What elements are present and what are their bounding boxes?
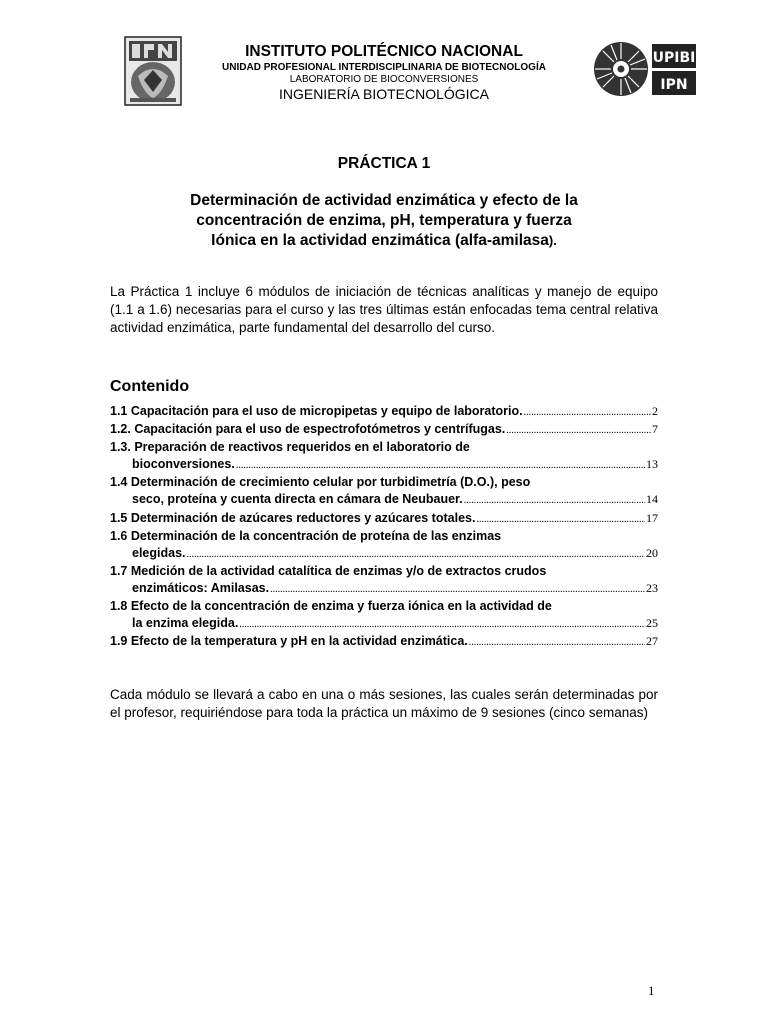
toc-line bbox=[110, 528, 658, 545]
toc-entry-title: 1.2. Capacitación para el uso de espectrofotómetros y centrífugas. bbox=[110, 422, 506, 437]
toc-page-number: 14 bbox=[646, 492, 658, 507]
toc-dot-leader bbox=[506, 422, 651, 439]
ipn-logo-icon bbox=[124, 36, 182, 106]
toc-line bbox=[110, 421, 658, 439]
toc-entry bbox=[110, 528, 658, 563]
toc-entry-title-cont: seco, proteína y cuenta directa en cámara de Neubauer. bbox=[132, 492, 463, 507]
toc-entry bbox=[110, 598, 658, 633]
toc-entry bbox=[110, 474, 658, 509]
toc-page-number: 17 bbox=[646, 510, 658, 525]
toc-entry-title: 1.7 Medición de la actividad catalítica de enzimas y/o de extractos crudos bbox=[110, 563, 547, 578]
toc-line bbox=[110, 439, 658, 456]
subtitle-line: Determinación de actividad enzimática y efecto de la bbox=[190, 192, 578, 209]
practice-title: PRÁCTICA 1 bbox=[337, 155, 431, 172]
ipn-logo-text: IPN bbox=[660, 77, 688, 93]
toc-line bbox=[110, 510, 658, 528]
toc-entry-title: 1.4 Determinación de crecimiento celular por turbidimetría (D.O.), peso bbox=[110, 475, 531, 490]
toc-page-number: 13 bbox=[646, 457, 658, 472]
subtitle-line-end: ). bbox=[548, 233, 557, 248]
contents-heading: Contenido bbox=[110, 378, 190, 395]
toc-entry-title: 1.9 Efecto de la temperatura y pH en la actividad enzimática. bbox=[110, 634, 468, 649]
upibi-logo-icon bbox=[592, 40, 698, 98]
toc-dot-leader bbox=[524, 404, 651, 421]
toc-dot-leader bbox=[270, 581, 645, 598]
toc-entry bbox=[110, 510, 658, 528]
toc-entry-title-cont: bioconversiones. bbox=[132, 457, 235, 472]
toc-entry-title-cont: la enzima elegida. bbox=[132, 616, 239, 631]
toc-entry bbox=[110, 439, 658, 474]
institution-name: INSTITUTO POLITÉCNICO NACIONAL bbox=[245, 43, 523, 60]
unit-name: UNIDAD PROFESIONAL INTERDISCIPLINARIA DE BIOTECNOLOGÍA bbox=[222, 62, 546, 73]
toc-entry-title: 1.5 Determinación de azúcares reductores y azúcares totales. bbox=[110, 510, 476, 525]
toc-line bbox=[110, 474, 658, 491]
toc-entry-title: 1.1 Capacitación para el uso de micropipetas y equipo de laboratorio. bbox=[110, 404, 523, 418]
toc-entry bbox=[110, 633, 658, 651]
toc-line bbox=[110, 491, 658, 509]
toc-page-number: 2 bbox=[652, 404, 658, 418]
table-of-contents bbox=[110, 403, 658, 651]
subtitle-line: concentración de enzima, pH, temperatura y fuerza bbox=[196, 212, 572, 229]
lab-name: LABORATORIO DE BIOCONVERSIONES bbox=[289, 74, 479, 85]
toc-line bbox=[110, 545, 658, 563]
closing-paragraph: Cada módulo se llevará a cabo en una o más sesiones, las cuales serán determinadas por el profesor, requiriéndose para toda la práctica un máximo de 9 sesiones (cinco semanas) bbox=[110, 687, 658, 720]
toc-dot-leader bbox=[187, 546, 646, 563]
toc-dot-leader bbox=[469, 634, 645, 651]
toc-dot-leader bbox=[236, 457, 645, 474]
toc-line bbox=[110, 615, 658, 633]
toc-entry bbox=[110, 421, 658, 439]
upibi-logo-text: UPIBI bbox=[652, 50, 696, 66]
subtitle-line-text: Iónica en la actividad enzimática (alfa-amilasa bbox=[211, 232, 549, 249]
toc-entry bbox=[110, 403, 658, 421]
toc-entry-title-cont: enzimáticos: Amilasas. bbox=[132, 580, 270, 595]
toc-page-number: 7 bbox=[652, 422, 658, 437]
page-number: 1 bbox=[648, 983, 655, 998]
toc-line bbox=[110, 580, 658, 598]
toc-dot-leader bbox=[464, 492, 645, 509]
subtitle-line bbox=[150, 231, 618, 251]
toc-entry-title: 1.8 Efecto de la concentración de enzima y fuerza iónica en la actividad de bbox=[110, 599, 552, 614]
program-name: INGENIERÍA BIOTECNOLÓGICA bbox=[278, 86, 490, 102]
toc-entry-title: 1.6 Determinación de la concentración de proteína de las enzimas bbox=[110, 528, 502, 543]
toc-page-number: 25 bbox=[646, 616, 658, 631]
toc-page-number: 20 bbox=[646, 545, 658, 560]
toc-entry bbox=[110, 563, 658, 598]
toc-entry-title: 1.3. Preparación de reactivos requeridos en el laboratorio de bbox=[110, 440, 470, 455]
toc-line bbox=[110, 598, 658, 615]
intro-paragraph: La Práctica 1 incluye 6 módulos de iniciación de técnicas analíticas y manejo de equipo (1.1 a 1.6) necesarias para el curso y las tres últimas están enfocadas tema central relativa actividad enzimática, parte fundamental del desarrollo del curso. bbox=[110, 284, 658, 335]
toc-page-number: 23 bbox=[646, 580, 658, 595]
toc-dot-leader bbox=[476, 511, 645, 528]
toc-line bbox=[110, 456, 658, 474]
toc-dot-leader bbox=[239, 616, 645, 633]
toc-entry-title-cont: elegidas. bbox=[132, 545, 186, 560]
practice-subtitle bbox=[150, 191, 618, 251]
toc-page-number: 27 bbox=[646, 634, 658, 649]
toc-line bbox=[110, 633, 658, 651]
toc-line bbox=[110, 563, 658, 580]
toc-line bbox=[110, 403, 658, 421]
